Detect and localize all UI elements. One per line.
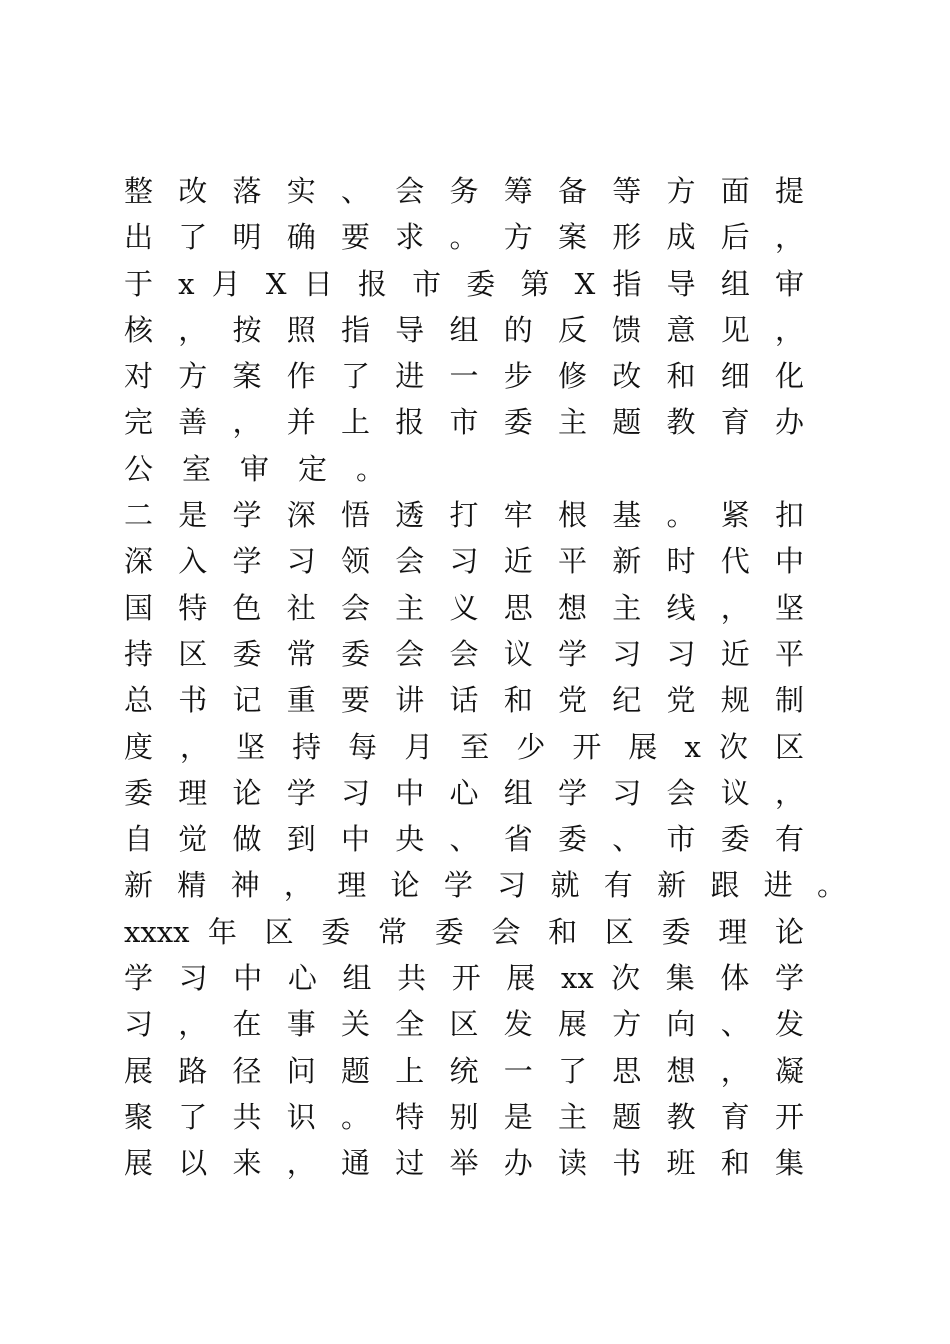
body-text (124, 168, 846, 1187)
text-line: xxxx 年 区 委 常 委 会 和 区 委 理 论 (124, 914, 804, 949)
text-line: 新 精 神 ， 理 论 学 习 就 有 新 跟 进 。 (124, 868, 846, 903)
text-line: 深 入 学 习 领 会 习 近 平 新 时 代 中 (124, 544, 804, 579)
text-line: 核 ， 按 照 指 导 组 的 反 馈 意 见 ， (124, 312, 804, 347)
text-line: 出 了 明 确 要 求 。 方 案 形 成 后 ， (124, 220, 804, 255)
text-line: 公室审定。 (124, 451, 415, 486)
text-line: 展 以 来 ， 通 过 举 办 读 书 班 和 集 (124, 1146, 804, 1181)
text-line: 自 觉 做 到 中 央 、 省 委 、 市 委 有 (124, 822, 804, 857)
text-line: 展 路 径 问 题 上 统 一 了 思 想 ， 凝 (124, 1053, 804, 1088)
text-line: 国 特 色 社 会 主 义 思 想 主 线 ， 坚 (124, 590, 804, 625)
text-line: 对 方 案 作 了 进 一 步 修 改 和 细 化 (124, 359, 804, 394)
text-line: 完 善 ， 并 上 报 市 委 主 题 教 育 办 (124, 405, 804, 440)
text-line: 习 ， 在 事 关 全 区 发 展 方 向 、 发 (124, 1007, 804, 1042)
text-line: 持 区 委 常 委 会 会 议 学 习 习 近 平 (124, 636, 804, 671)
text-line: 学 习 中 心 组 共 开 展 xx 次 集 体 学 (124, 961, 804, 996)
text-line: 度 ， 坚 持 每 月 至 少 开 展 x 次 区 (124, 729, 804, 764)
text-line: 整 改 落 实 、 会 务 筹 备 等 方 面 提 (124, 174, 804, 208)
text-line: 总 书 记 重 要 讲 话 和 党 纪 党 规 制 (124, 683, 804, 718)
text-line: 于 x 月 X 日 报 市 委 第 X 指 导 组 审 (124, 266, 804, 301)
text-line: 委 理 论 学 习 中 心 组 学 习 会 议 ， (124, 775, 804, 810)
text-line: 聚 了 共 识 。 特 别 是 主 题 教 育 开 (124, 1099, 804, 1134)
text-line: 二 是 学 深 悟 透 打 牢 根 基 。 紧 扣 (124, 498, 804, 533)
